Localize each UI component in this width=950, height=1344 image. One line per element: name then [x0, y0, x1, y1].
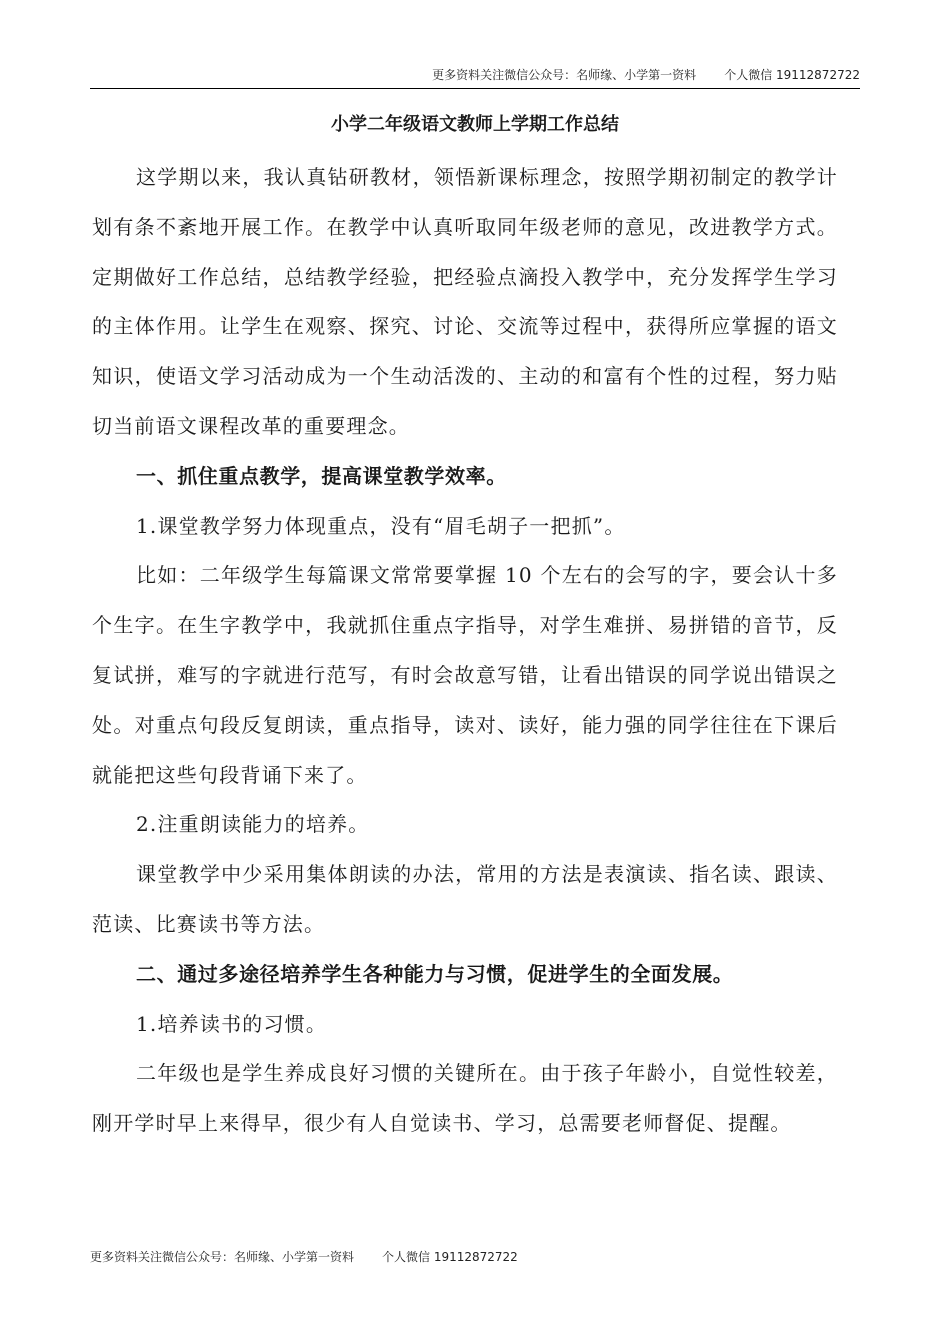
intro-paragraph: 这学期以来，我认真钻研教材，领悟新课标理念，按照学期初制定的教学计划有条不紊地开展工作。在教学中认真听取同年级老师的意见，改进教学方式。定期做好工作总结，总结教学经验，把经验点滴投入教学中，充分发挥学生学习的主体作用。让学生在观察、探究、讨论、交流等过程中，获得所应掌握的语文知识，使语文学习活动成为一个生动活泼的、主动的和富有个性的过程，努力贴切当前语文课程改革的重要理念。 [92, 165, 838, 438]
body-paragraph: 比如：二年级学生每篇课文常常要掌握 10 个左右的会写的字，要会认十多个生字。在生字教学中，我就抓住重点字指导，对学生难拼、易拼错的音节，反复试拼，难写的字就进行范写，有时会故意写错，让看出错误的同学说出错误之处。对重点句段反复朗读，重点指导，读对、读好，能力强的同学往往在下课后就能把这些句段背诵下来了。 [92, 563, 838, 787]
subheading-1-1: 1.课堂教学努力体现重点，没有“眉毛胡子一把抓”。 [136, 513, 626, 538]
body-paragraph: 二年级也是学生养成良好习惯的关键所在。由于孩子年龄小，自觉性较差，刚开学时早上来得早，很少有人自觉读书、学习，总需要老师督促、提醒。 [92, 1061, 838, 1136]
section-heading-2: 二、通过多途径培养学生各种能力与习惯，促进学生的全面发展。 [136, 961, 734, 986]
page-footer [90, 1248, 518, 1266]
footer-contact-text: 个人微信 19112872722 [382, 1250, 518, 1264]
header-contact-text: 个人微信 19112872722 [724, 68, 860, 82]
header-promo-text: 更多资料关注微信公众号：名师缘、小学第一资料 [432, 68, 697, 82]
document-body [92, 153, 838, 1149]
section-heading-1: 一、抓住重点教学，提高课堂教学效率。 [136, 463, 507, 488]
footer-promo-text: 更多资料关注微信公众号：名师缘、小学第一资料 [90, 1250, 355, 1264]
subheading-1-2: 2.注重朗读能力的培养。 [136, 812, 370, 837]
body-paragraph: 课堂教学中少采用集体朗读的办法，常用的方法是表演读、指名读、跟读、范读、比赛读书等方法。 [92, 862, 838, 936]
page-header [90, 66, 860, 89]
document-title: 小学二年级语文教师上学期工作总结 [331, 114, 619, 135]
subheading-2-1: 1.培养读书的习惯。 [136, 1011, 328, 1036]
